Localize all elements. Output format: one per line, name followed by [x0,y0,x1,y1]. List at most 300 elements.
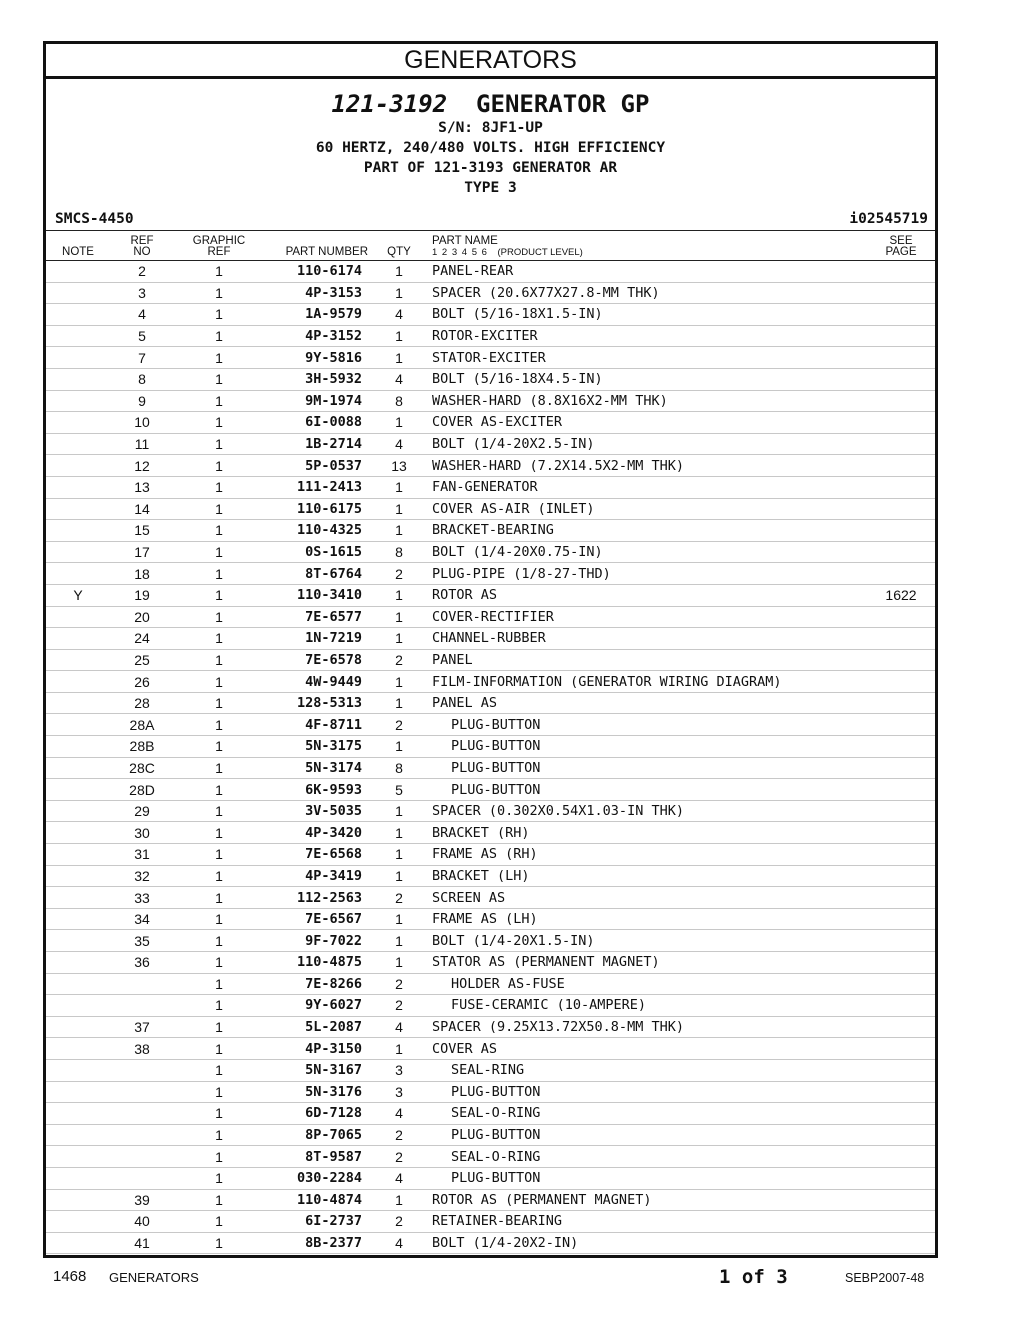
see-page-cell [867,476,935,498]
see-page-cell [867,887,935,909]
ref-no-cell [110,1167,174,1189]
graphic-ref-cell: 1 [174,433,264,455]
part-of-line: PART OF 121-3193 GENERATOR AR [363,160,618,176]
graphic-ref-cell: 1 [174,714,264,736]
graphic-ref-cell: 1 [174,865,264,887]
see-page-cell [867,714,935,736]
table-row [46,563,935,585]
qty-cell: 1 [374,325,424,347]
qty-cell: 2 [374,1211,424,1233]
qty-cell: 1 [374,282,424,304]
qty-cell: 5 [374,779,424,801]
part-number-cell: 8T-9587 [264,1146,374,1168]
see-page-cell [867,433,935,455]
part-name-cell: SPACER (20.6X77X27.8-MM THK) [424,282,867,304]
graphic-ref-cell: 1 [174,736,264,758]
graphic-ref-cell: 1 [174,1081,264,1103]
ref-no-cell: 28C [110,757,174,779]
table-row [46,412,935,434]
part-number-cell: 3H-5932 [264,368,374,390]
graphic-ref-cell: 1 [174,282,264,304]
qty-cell: 1 [374,1038,424,1060]
graphic-ref-cell: 1 [174,908,264,930]
table-row [46,325,935,347]
note-cell [46,649,110,671]
table-row [46,1211,935,1233]
qty-cell: 1 [374,347,424,369]
qty-cell: 1 [374,822,424,844]
page-footer [0,1266,1020,1290]
see-page-cell [867,995,935,1017]
spec-line: 60 HERTZ, 240/480 VOLTS. HIGH EFFICIENCY [315,140,666,156]
see-page-cell [867,736,935,758]
table-row [46,649,935,671]
graphic-ref-cell: 1 [174,476,264,498]
graphic-ref-cell: 1 [174,1232,264,1254]
ref-no-cell [110,973,174,995]
note-cell [46,520,110,542]
parts-list-frame [43,41,938,1258]
qty-cell: 1 [374,606,424,628]
smcs-code: SMCS-4450 [55,211,134,227]
graphic-ref-cell: 1 [174,541,264,563]
part-name-cell: BRACKET (RH) [424,822,867,844]
ref-no-cell [110,1059,174,1081]
see-page-cell: 1622 [867,584,935,606]
table-row [46,541,935,563]
ref-no-cell [110,1081,174,1103]
graphic-ref-cell: 1 [174,995,264,1017]
part-number-cell: 6I-0088 [264,412,374,434]
see-page-cell [867,800,935,822]
note-cell [46,390,110,412]
table-row [46,930,935,952]
note-cell [46,1211,110,1233]
part-name-cell: PLUG-BUTTON [424,757,867,779]
part-name-cell: STATOR AS (PERMANENT MAGNET) [424,952,867,974]
ref-no-cell: 33 [110,887,174,909]
part-number-cell: 8P-7065 [264,1124,374,1146]
graphic-ref-cell: 1 [174,498,264,520]
graphic-ref-cell: 1 [174,1146,264,1168]
graphic-ref-cell: 1 [174,1189,264,1211]
qty-cell: 2 [374,649,424,671]
table-row [46,692,935,714]
note-cell [46,541,110,563]
page-of: 1 of 3 [719,1266,788,1288]
table-row [46,584,935,606]
graphic-ref-cell: 1 [174,304,264,326]
part-number-cell: 8T-6764 [264,563,374,585]
ref-no-cell: 18 [110,563,174,585]
ref-no-cell: 17 [110,541,174,563]
see-page-cell [867,649,935,671]
note-cell [46,433,110,455]
part-number-cell: 1B-2714 [264,433,374,455]
table-row [46,844,935,866]
see-page-cell [867,844,935,866]
qty-cell: 8 [374,390,424,412]
table-row [46,1124,935,1146]
see-page-cell [867,1211,935,1233]
qty-cell: 1 [374,930,424,952]
see-page-cell [867,1038,935,1060]
qty-cell: 1 [374,865,424,887]
note-cell [46,1146,110,1168]
ref-no-cell: 34 [110,908,174,930]
section-title: GENERATORS [46,44,935,79]
part-name-cell: RETAINER-BEARING [424,1211,867,1233]
table-row [46,1059,935,1081]
qty-cell: 1 [374,498,424,520]
see-page-cell [867,412,935,434]
ref-no-cell [110,995,174,1017]
ref-no-cell: 19 [110,584,174,606]
footer-section: GENERATORS [109,1270,199,1285]
table-row [46,822,935,844]
ref-no-cell [110,1146,174,1168]
table-row [46,779,935,801]
part-name-cell: COVER AS-AIR (INLET) [424,498,867,520]
part-name-cell: BOLT (1/4-20X1.5-IN) [424,930,867,952]
ref-no-cell: 31 [110,844,174,866]
part-name-cell: PLUG-BUTTON [424,736,867,758]
ref-no-cell: 15 [110,520,174,542]
see-page-cell [867,671,935,693]
serial-line: S/N: 8JF1-UP [438,120,543,136]
graphic-ref-cell: 1 [174,1038,264,1060]
note-cell [46,347,110,369]
note-cell [46,1124,110,1146]
group-header [46,79,935,198]
part-number-cell: 112-2563 [264,887,374,909]
part-name-cell: PANEL AS [424,692,867,714]
ref-no-cell: 35 [110,930,174,952]
qty-cell: 1 [374,476,424,498]
graphic-ref-cell: 1 [174,1016,264,1038]
part-name-cell: BRACKET-BEARING [424,520,867,542]
graphic-ref-cell: 1 [174,844,264,866]
ref-no-cell: 38 [110,1038,174,1060]
graphic-ref-cell: 1 [174,520,264,542]
see-page-cell [867,304,935,326]
note-cell [46,865,110,887]
part-name-cell: FAN-GENERATOR [424,476,867,498]
part-number-cell: 5L-2087 [264,1016,374,1038]
table-row [46,1146,935,1168]
graphic-ref-cell: 1 [174,455,264,477]
table-row [46,455,935,477]
qty-cell: 1 [374,736,424,758]
note-cell [46,1038,110,1060]
part-name-cell: FILM-INFORMATION (GENERATOR WIRING DIAGRAM) [424,671,867,693]
part-name-cell: WASHER-HARD (7.2X14.5X2-MM THK) [424,455,867,477]
part-number-cell: 4P-3420 [264,822,374,844]
note-cell [46,282,110,304]
part-name-cell: BOLT (5/16-18X1.5-IN) [424,304,867,326]
part-name-cell: PLUG-PIPE (1/8-27-THD) [424,563,867,585]
graphic-ref-cell: 1 [174,649,264,671]
graphic-ref-cell: 1 [174,671,264,693]
see-page-cell [867,628,935,650]
note-cell [46,563,110,585]
part-number-cell: 5N-3174 [264,757,374,779]
note-cell [46,498,110,520]
part-number-cell: 9Y-5816 [264,347,374,369]
part-name-cell: PLUG-BUTTON [424,1081,867,1103]
see-page-cell [867,390,935,412]
table-row [46,1038,935,1060]
table-row [46,261,935,283]
ref-no-cell: 3 [110,282,174,304]
part-number-cell: 6K-9593 [264,779,374,801]
part-number-cell: 4F-8711 [264,714,374,736]
note-cell [46,973,110,995]
part-name-cell: BOLT (1/4-20X2.5-IN) [424,433,867,455]
table-row [46,865,935,887]
qty-cell: 13 [374,455,424,477]
graphic-ref-cell: 1 [174,1103,264,1125]
table-header [46,231,935,261]
see-page-cell [867,1081,935,1103]
part-name-cell: PANEL-REAR [424,261,867,283]
see-page-cell [867,822,935,844]
see-page-cell [867,692,935,714]
note-cell [46,628,110,650]
group-title [46,90,935,118]
group-number: 121-3192 [331,90,448,118]
qty-cell: 2 [374,973,424,995]
note-cell [46,887,110,909]
qty-cell: 1 [374,628,424,650]
graphic-ref-cell: 1 [174,563,264,585]
qty-cell: 1 [374,412,424,434]
ref-no-cell: 26 [110,671,174,693]
qty-cell: 2 [374,887,424,909]
graphic-ref-cell: 1 [174,692,264,714]
note-cell [46,1081,110,1103]
see-page-cell [867,325,935,347]
part-number-cell: 7E-6568 [264,844,374,866]
graphic-ref-cell: 1 [174,606,264,628]
see-page-cell [867,282,935,304]
table-row [46,671,935,693]
note-cell [46,476,110,498]
ref-no-cell: 12 [110,455,174,477]
ref-no-cell: 9 [110,390,174,412]
note-cell [46,844,110,866]
part-number-cell: 7E-6567 [264,908,374,930]
qty-cell: 4 [374,1167,424,1189]
note-cell [46,757,110,779]
note-cell [46,325,110,347]
see-page-cell [867,757,935,779]
table-row [46,282,935,304]
part-name-cell: SPACER (0.302X0.54X1.03-IN THK) [424,800,867,822]
part-name-cell: BOLT (1/4-20X0.75-IN) [424,541,867,563]
note-cell [46,692,110,714]
note-cell [46,1103,110,1125]
ref-no-cell: 41 [110,1232,174,1254]
part-number-cell: 110-6175 [264,498,374,520]
ref-no-cell: 29 [110,800,174,822]
type-line: TYPE 3 [464,180,517,196]
ref-no-cell: 25 [110,649,174,671]
graphic-ref-cell: 1 [174,1167,264,1189]
part-number-cell: 4W-9449 [264,671,374,693]
table-row [46,498,935,520]
ref-no-cell: 28B [110,736,174,758]
graphic-ref-cell: 1 [174,800,264,822]
part-number-cell: 5N-3176 [264,1081,374,1103]
note-cell [46,930,110,952]
qty-cell: 1 [374,520,424,542]
part-name-cell: PLUG-BUTTON [424,779,867,801]
part-name-cell: STATOR-EXCITER [424,347,867,369]
part-number-cell: 110-4325 [264,520,374,542]
graphic-ref-cell: 1 [174,368,264,390]
qty-cell: 3 [374,1059,424,1081]
table-row [46,304,935,326]
table-row [46,714,935,736]
graphic-ref-cell: 1 [174,261,264,283]
product-levels: 1 2 3 4 5 6 [432,247,488,258]
part-number-cell: 111-2413 [264,476,374,498]
part-name-cell: FUSE-CERAMIC (10-AMPERE) [424,995,867,1017]
part-name-cell: WASHER-HARD (8.8X16X2-MM THK) [424,390,867,412]
part-number-cell: 110-4874 [264,1189,374,1211]
ref-no-cell: 36 [110,952,174,974]
graphic-ref-cell: 1 [174,822,264,844]
part-name-cell: COVER AS [424,1038,867,1060]
table-row [46,520,935,542]
graphic-ref-cell: 1 [174,779,264,801]
qty-cell: 4 [374,1232,424,1254]
ref-no-cell [110,1103,174,1125]
table-row [46,1081,935,1103]
ref-no-cell: 5 [110,325,174,347]
part-number-cell: 5N-3175 [264,736,374,758]
part-number-cell: 4P-3152 [264,325,374,347]
part-number-cell: 6D-7128 [264,1103,374,1125]
note-cell [46,822,110,844]
code-line [46,208,935,230]
col-graphic-ref: GRAPHIC REF [174,231,264,261]
qty-cell: 4 [374,304,424,326]
ref-no-cell: 28D [110,779,174,801]
table-row [46,1167,935,1189]
ref-no-cell: 24 [110,628,174,650]
see-page-cell [867,261,935,283]
ref-no-cell: 11 [110,433,174,455]
qty-cell: 2 [374,1146,424,1168]
note-cell [46,779,110,801]
qty-cell: 1 [374,908,424,930]
qty-cell: 1 [374,1189,424,1211]
part-number-cell: 9F-7022 [264,930,374,952]
col-see-page: SEE PAGE [867,231,935,261]
see-page-cell [867,930,935,952]
table-row [46,973,935,995]
note-cell [46,1167,110,1189]
qty-cell: 2 [374,563,424,585]
note-cell [46,455,110,477]
part-name-cell: COVER AS-EXCITER [424,412,867,434]
ref-no-cell: 28 [110,692,174,714]
qty-cell: 8 [374,757,424,779]
part-name-cell: ROTOR-EXCITER [424,325,867,347]
note-cell [46,714,110,736]
graphic-ref-cell: 1 [174,757,264,779]
parts-table [46,230,935,1254]
see-page-cell [867,1232,935,1254]
part-number-cell: 8B-2377 [264,1232,374,1254]
table-row [46,390,935,412]
product-level-label: (PRODUCT LEVEL) [497,247,583,258]
part-name-cell: FRAME AS (LH) [424,908,867,930]
qty-cell: 4 [374,1103,424,1125]
table-row [46,347,935,369]
part-number-cell: 110-6174 [264,261,374,283]
note-cell [46,1059,110,1081]
table-row [46,368,935,390]
graphic-ref-cell: 1 [174,628,264,650]
note-cell [46,736,110,758]
doc-id: SEBP2007-48 [845,1271,925,1285]
ref-no-cell: 37 [110,1016,174,1038]
ref-no-cell: 7 [110,347,174,369]
table-row [46,995,935,1017]
part-number-cell: 7E-8266 [264,973,374,995]
note-cell [46,412,110,434]
table-row [46,1232,935,1254]
col-part-number: PART NUMBER [264,231,374,261]
part-number-cell: 128-5313 [264,692,374,714]
group-name: GENERATOR GP [476,90,650,118]
part-number-cell: 9Y-6027 [264,995,374,1017]
qty-cell: 1 [374,952,424,974]
note-cell [46,368,110,390]
note-cell [46,1016,110,1038]
see-page-cell [867,541,935,563]
part-number-cell: 5N-3167 [264,1059,374,1081]
note-cell [46,952,110,974]
part-name-cell: SEAL-O-RING [424,1103,867,1125]
part-number-cell: 110-4875 [264,952,374,974]
graphic-ref-cell: 1 [174,887,264,909]
ref-no-cell: 40 [110,1211,174,1233]
see-page-cell [867,498,935,520]
part-name-cell: PLUG-BUTTON [424,714,867,736]
ref-no-cell: 20 [110,606,174,628]
note-cell [46,995,110,1017]
note-cell [46,1189,110,1211]
note-cell [46,261,110,283]
qty-cell: 1 [374,584,424,606]
table-row [46,476,935,498]
table-row [46,887,935,909]
part-name-cell: SPACER (9.25X13.72X50.8-MM THK) [424,1016,867,1038]
qty-cell: 4 [374,368,424,390]
see-page-cell [867,368,935,390]
see-page-cell [867,1059,935,1081]
part-number-cell: 110-3410 [264,584,374,606]
qty-cell: 2 [374,714,424,736]
part-name-cell: BOLT (5/16-18X4.5-IN) [424,368,867,390]
qty-cell: 8 [374,541,424,563]
see-page-cell [867,952,935,974]
col-part-name: PART NAME 1 2 3 4 5 6 (PRODUCT LEVEL) [424,231,867,261]
